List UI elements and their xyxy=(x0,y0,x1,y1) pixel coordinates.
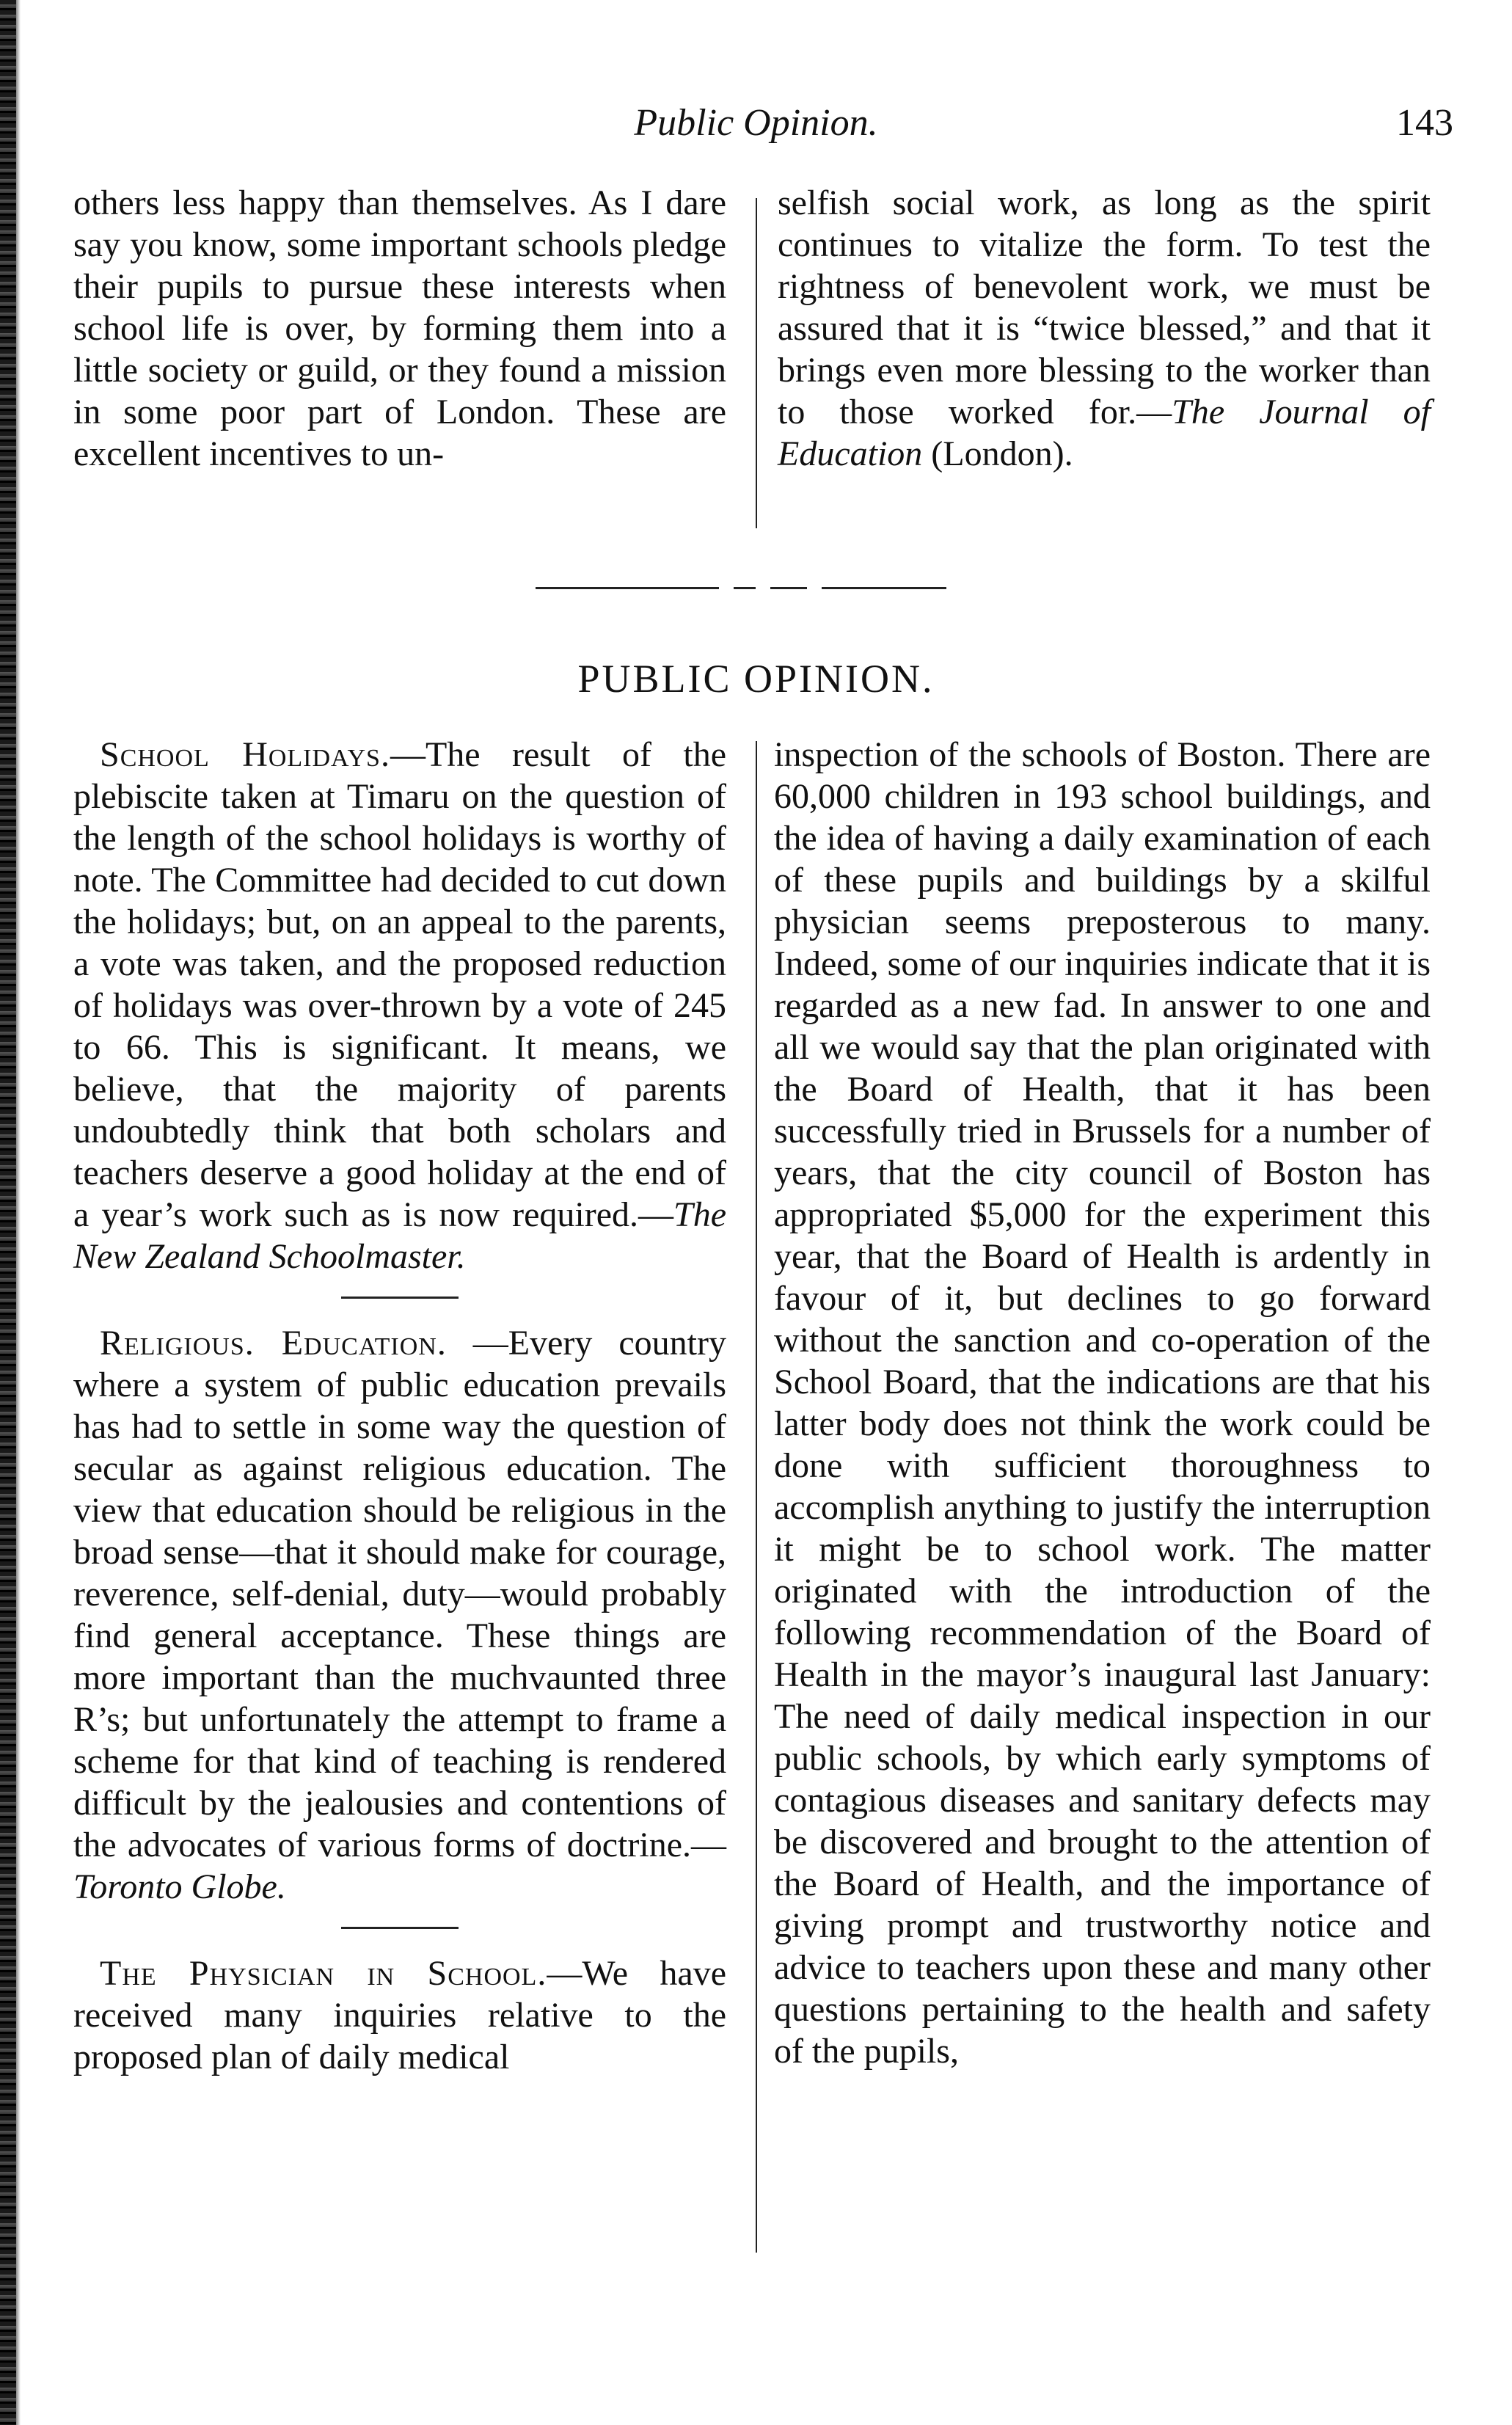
running-title: Public Opinion. xyxy=(634,102,878,144)
column-divider-main xyxy=(756,741,757,2253)
running-header xyxy=(0,94,1512,153)
page-number: 143 xyxy=(1396,102,1453,144)
section-ornament-rule xyxy=(536,587,946,590)
article-heading: The Physician in School. xyxy=(100,1954,547,1993)
page-binding-edge xyxy=(0,0,16,2425)
article-separator xyxy=(341,1927,459,1929)
article-physician-continued: inspection of the schools of Boston. There are 60,000 children in 193 school buildings, and the idea of having a daily examination of each of these pupils and buildings by a skilful physician seems preposterous to many. Indeed, some of our inquiries indicate that it is regarded as a new fad. In answer to one and all we would say that the plan originated with the Board of Health, that it has been successfully tried in Brussels for a number of years, that the city council of Boston has appropriated $5,000 for the experiment this year, that the Board of Health is ardently in favour of it, but declines to go forward without the sanction and co-operation of the School Board, that the indications are that his latter body does not think the work could be done with sufficient thoroughness to accomplish anything to justify the interruption it might be to school work. The matter originated with the introduction of the following recommendation of the Board of Health in the mayor’s inaugural last January: The need of daily medical inspection in our public schools, by which early symptoms of contagious diseases and sanitary defects may be discovered and brought to the attention of the Board of Health, and the importance of giving prompt and trustworthy notice and advice to teachers upon these and many other questions pertaining to the health and safety of the pupils, xyxy=(774,735,1431,2071)
continued-paragraph-end xyxy=(778,182,1431,475)
source-citation: The Journal of Education xyxy=(778,393,1431,473)
article-body: —The result of the plebiscite taken at Timaru on the question of the length of the school holidays is worthy of note. The Committee had decided to cut down the holidays; but, on an appeal to the parents, a vote was taken, and the proposed reduction of holidays was over-thrown by a vote of 245 to 66. This is significant. It means, we believe, that the majority of parents undoubtedly think that both scholars and teachers deserve a good holiday at the end of a year’s work such as is now required.— xyxy=(73,735,727,1234)
source-suffix: (London). xyxy=(922,434,1073,473)
column-divider-top xyxy=(756,198,757,528)
article-body: —We have received many inquiries relative to the proposed plan of daily medical xyxy=(73,1954,727,2076)
article-heading: School Holidays. xyxy=(100,735,390,774)
top-left-column xyxy=(73,182,726,475)
source-citation: The New Zealand Schoolmaster. xyxy=(73,1195,726,1276)
source-citation: Toronto Globe. xyxy=(73,1867,286,1906)
bottom-right-column xyxy=(774,734,1431,2072)
continued-paragraph: others less happy than themselves. As I dare say you know, some important schools pledge their pupils to pursue these interests when school life is over, by forming them into a little society or guild, or they found a mission in some poor part of London. These are excellent incentives to un- xyxy=(73,183,726,473)
section-title: PUBLIC OPINION. xyxy=(577,657,935,701)
article-school-holidays xyxy=(73,734,726,1277)
paragraph-text: selfish social work, as long as the spirit continues to vitalize the form. To test the rightness of benevolent work, we must be assured that it is “twice blessed,” and that it brings even more blessing to the worker than to those worked for.— xyxy=(778,183,1431,431)
article-separator xyxy=(341,1297,459,1299)
article-heading: Religious. Education. xyxy=(100,1324,447,1363)
top-right-column xyxy=(778,182,1431,475)
article-body: —Every country where a system of public education prevails has had to settle in some way the question of secular as against religious education. The view that education should be religious in the broad sense—that it should make for courage, reverence, self-denial, duty—would probably find general acceptance. These things are more important than the muchvaunted three R’s; but unfortunately the attempt to frame a scheme for that kind of teaching is rendered difficult by the jealousies and contentions of the advocates of various forms of doctrine.— xyxy=(73,1324,726,1864)
article-physician-in-school xyxy=(73,1952,726,2078)
article-religious-education xyxy=(73,1322,726,1908)
bottom-left-column xyxy=(73,734,726,2078)
